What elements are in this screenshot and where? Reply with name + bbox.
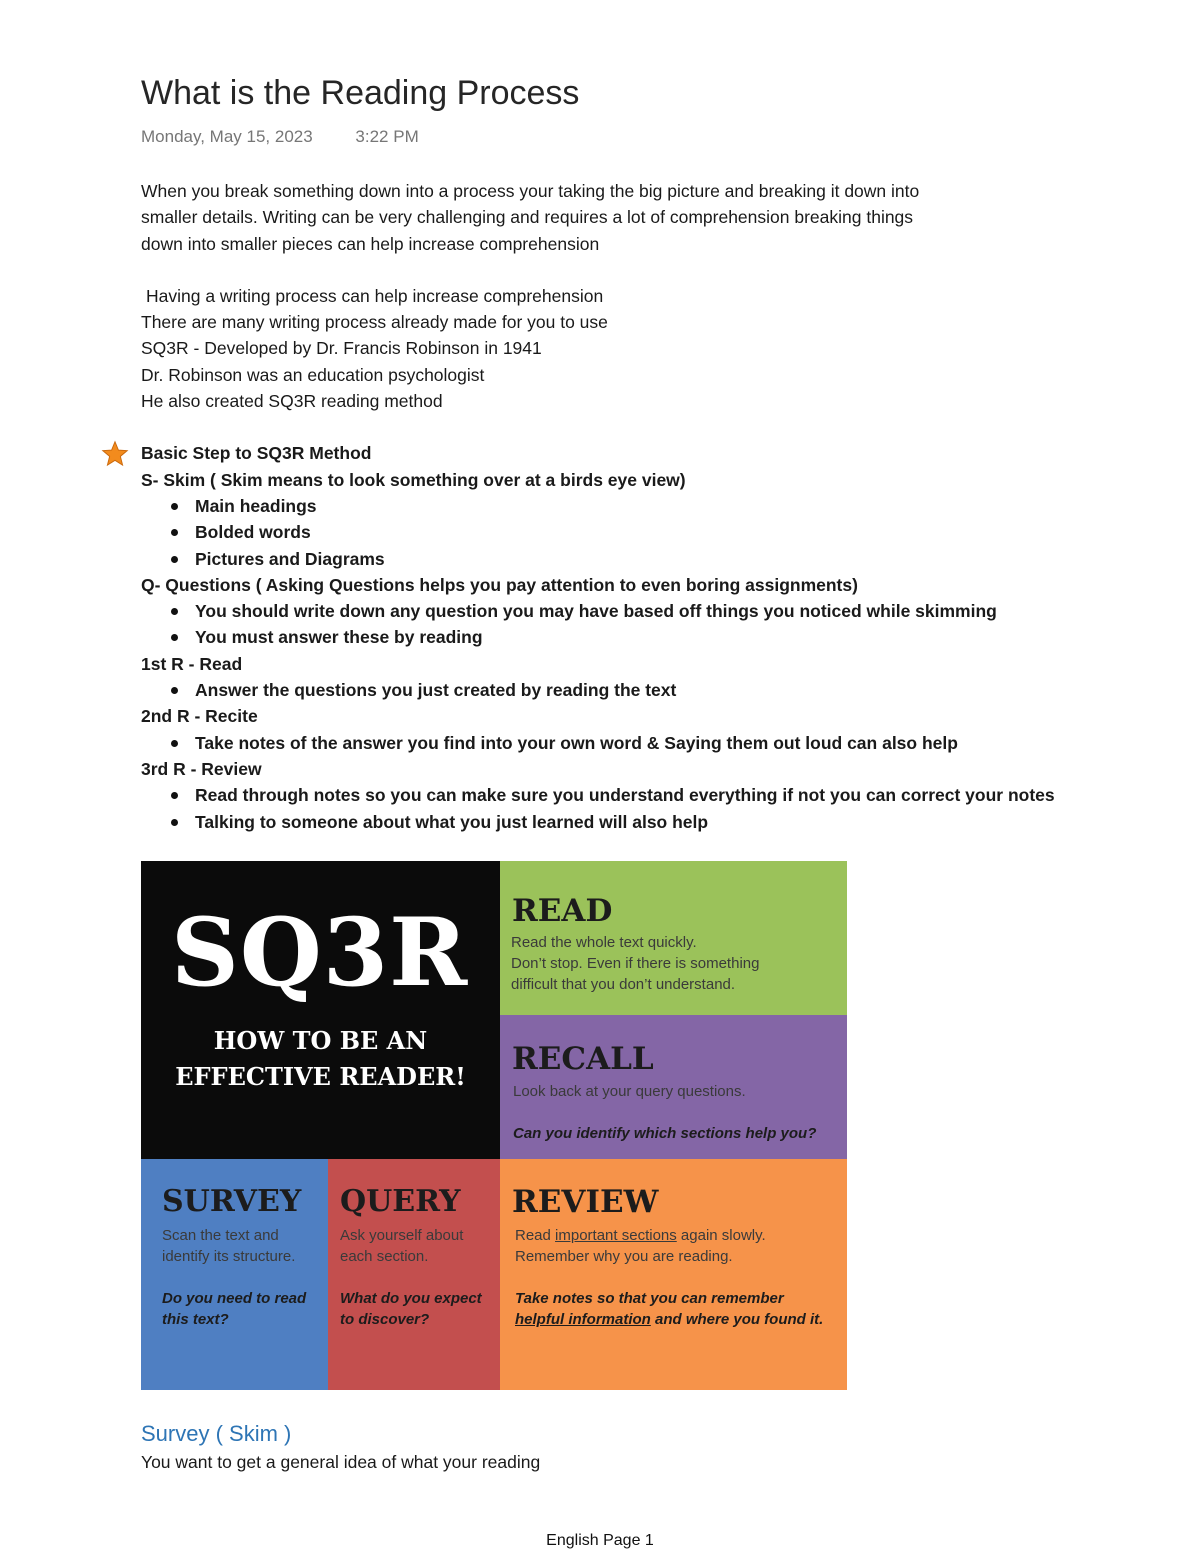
poster-big-title: SQ3R	[171, 898, 469, 1008]
survey-section-heading: Survey ( Skim )	[141, 1421, 292, 1446]
list-item: Answer the questions you just created by reading the text	[195, 677, 1071, 703]
step-r3-list	[141, 782, 1071, 835]
recall-heading: RECALL	[512, 1041, 654, 1077]
poster-recall-panel	[500, 1015, 847, 1159]
review-text-part: again slowly.	[676, 1227, 766, 1244]
query-text-line: Ask yourself about	[340, 1227, 464, 1244]
step-s-label: S- Skim ( Skim means to look something over at a birds eye view)	[141, 469, 686, 490]
survey-text-line: identify its structure.	[162, 1248, 296, 1265]
recall-text: Look back at your query questions.	[513, 1083, 746, 1100]
step-r3-label: 3rd R - Review	[141, 758, 262, 779]
poster-query-panel	[328, 1159, 500, 1390]
review-question-part: and where you found it.	[650, 1311, 824, 1328]
intro-line: Dr. Robinson was an education psychologist	[141, 364, 485, 385]
intro-line: down into smaller pieces can help increase comprehension	[141, 233, 600, 254]
step-q-list	[141, 598, 1071, 651]
page-footer: English Page 1	[546, 1532, 654, 1549]
query-text	[340, 1225, 490, 1267]
step-q-label: Q- Questions ( Asking Questions helps you pay attention to even boring assignments)	[141, 574, 858, 595]
query-question	[340, 1288, 495, 1330]
query-text-line: each section.	[340, 1248, 429, 1265]
page-time: 3:22 PM	[355, 127, 419, 146]
list-item: You should write down any question you may have based off things you noticed while skimming	[195, 598, 1071, 624]
intro-line: SQ3R - Developed by Dr. Francis Robinson in 1941	[141, 338, 542, 359]
step-r1-label: 1st R - Read	[141, 653, 243, 674]
review-underlined-text: helpful information	[515, 1311, 651, 1328]
list-item: Main headings	[195, 493, 1071, 519]
review-question	[515, 1288, 845, 1330]
poster-title-panel	[141, 861, 500, 1159]
survey-text	[162, 1225, 322, 1267]
step-r2-list	[141, 730, 1071, 756]
poster-subtitle-line: EFFECTIVE READER!	[175, 1062, 466, 1091]
list-item: Bolded words	[195, 519, 1071, 545]
survey-heading: SURVEY	[162, 1184, 302, 1219]
query-heading: QUERY	[340, 1184, 461, 1219]
survey-question	[162, 1288, 322, 1330]
list-item: You must answer these by reading	[195, 624, 1071, 650]
survey-question-line: Do you need to read	[162, 1290, 307, 1307]
recall-question: Can you identify which sections help you?	[513, 1125, 817, 1142]
list-item: Pictures and Diagrams	[195, 546, 1071, 572]
list-item: Talking to someone about what you just learned will also help	[195, 809, 1071, 835]
read-text-line: Don’t stop. Even if there is something	[511, 955, 760, 972]
method-heading: Basic Step to SQ3R Method	[141, 443, 372, 464]
review-question-line: Take notes so that you can remember	[515, 1290, 784, 1307]
read-text-line: difficult that you don’t understand.	[511, 976, 736, 993]
intro-line: When you break something down into a process your taking the big picture and breaking it down into	[141, 181, 920, 201]
read-heading: READ	[512, 893, 613, 929]
review-heading: REVIEW	[512, 1184, 659, 1220]
page-meta	[141, 127, 419, 147]
intro-line: He also created SQ3R reading method	[141, 391, 443, 412]
list-item: Take notes of the answer you find into your own word & Saying them out loud can also help	[195, 730, 1071, 756]
page-date: Monday, May 15, 2023	[141, 127, 313, 146]
star-icon	[101, 440, 129, 468]
step-s-list	[141, 493, 1071, 572]
poster-subtitle-line: HOW TO BE AN	[213, 1026, 428, 1055]
step-r1-list	[141, 677, 1071, 703]
note-body	[141, 178, 1071, 835]
read-text	[511, 932, 831, 995]
query-question-line: to discover?	[340, 1311, 430, 1328]
list-item: Read through notes so you can make sure you understand everything if not you can correct your notes	[195, 782, 1071, 808]
poster-read-panel	[500, 861, 847, 1015]
poster-review-panel	[500, 1159, 847, 1390]
review-text-line: Remember why you are reading.	[515, 1248, 733, 1265]
review-text	[515, 1225, 835, 1267]
survey-section-text: You want to get a general idea of what your reading	[141, 1452, 541, 1472]
intro-line: Having a writing process can help increase comprehension	[146, 285, 604, 306]
step-r2-label: 2nd R - Recite	[141, 706, 258, 727]
page-title: What is the Reading Process	[141, 74, 580, 112]
review-underlined-text: important sections	[555, 1227, 677, 1244]
review-question-line	[515, 1309, 845, 1330]
review-text-line	[515, 1225, 835, 1246]
poster-survey-panel	[141, 1159, 328, 1390]
survey-question-line: this text?	[162, 1311, 229, 1328]
query-question-line: What do you expect	[340, 1290, 482, 1307]
poster-subtitle	[141, 1023, 500, 1095]
sq3r-poster-image	[141, 861, 847, 1390]
intro-line: There are many writing process already made for you to use	[141, 312, 608, 333]
survey-text-line: Scan the text and	[162, 1227, 279, 1244]
read-text-line: Read the whole text quickly.	[511, 934, 697, 951]
intro-line: smaller details. Writing can be very challenging and requires a lot of comprehension breaking things	[141, 207, 914, 228]
review-text-part: Read	[515, 1227, 556, 1244]
